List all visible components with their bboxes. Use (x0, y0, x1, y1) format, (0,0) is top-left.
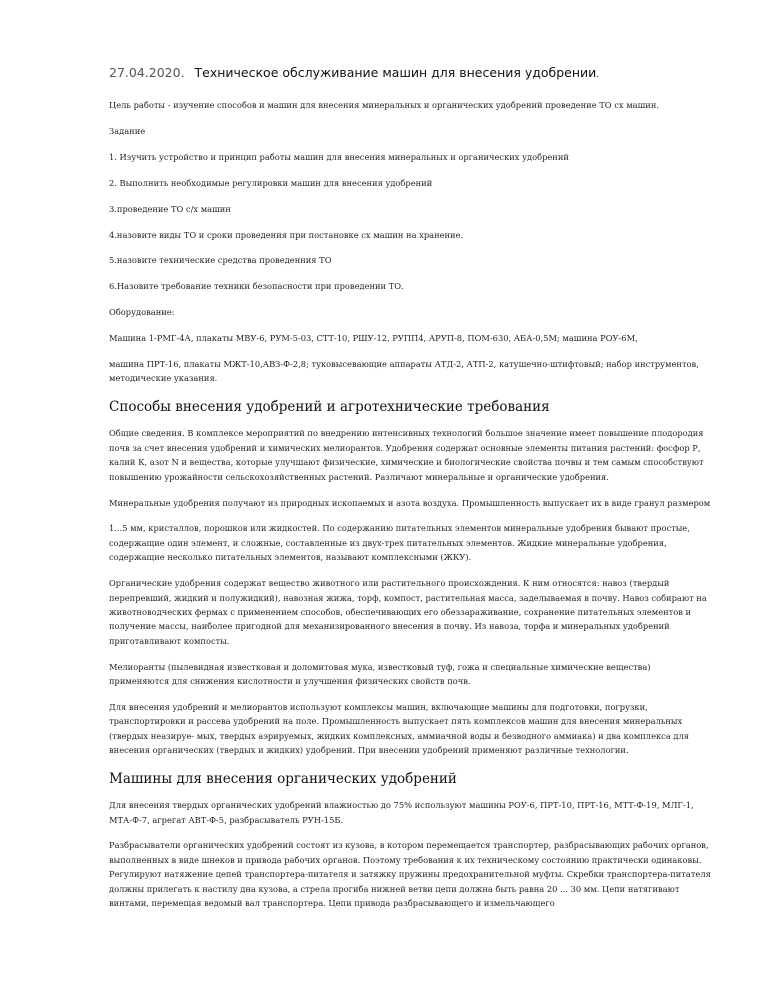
document-title (109, 64, 713, 84)
task-item: 1. Изучить устройство и принцип работы машин для внесения минеральных и органических удобрений (109, 151, 569, 162)
title-period: . (596, 70, 600, 80)
body-paragraph: Общие сведения. В комплексе мероприятий по внедрению интенсивных технологий большое значение имеет повышение плодородия почв за счет внесения удобрений и химических мелиорантов. Удобрения содержат основные элементы питания растений: фосфор Р, калий К, азот N и вещества, которые улучшают физические, химические и биологические свойства почвы и тем самым способствуют повышению урожайности сельскохозяйственных растений. Различают минеральные и органические удобрения. (109, 428, 704, 482)
task-item: 4.назовите виды ТО и сроки проведения при постановке сх машин на хранение. (109, 229, 464, 240)
task-item: 2. Выполнить необходимые регулировки машин для внесения удобрений (109, 177, 433, 188)
title-text: Техническое обслуживание машин для внесения удобрении (194, 65, 597, 80)
equipment-paragraph: машина ПРТ-16, плакаты МЖТ-10,АВЗ-Ф-2,8; туковысевающие аппараты АТД-2, АТП-2, катушечно-штифтовый; набор инструментов, методические указания. (109, 359, 699, 384)
body-paragraph: Разбрасыватели органических удобрений состоят из кузова, в котором перемещается транспортер, разбрасывающих рабочих органов, выполненных в виде шнеков и привода рабочих органов. Поэтому требования к их техническому состоянию практически одинаковы. Регулируют натяжение цепей транспортера-питателя и затяжку пружины предохранительной муфты. Скребки транспортера-питателя должны прилегать к настилу дна кузова, а стрела прогиба нижней ветви цепи должна быть равна 20 ... 30 мм. Цепи натягивают винтами, перемещая ведомый вал транспортера. Цепи привода разбрасывающего и измельчающего (109, 840, 711, 909)
task-label: Задание (109, 125, 146, 136)
body-paragraph: Для внесения удобрений и мелиорантов используют комплексы машин, включающие машины для подготовки, погрузки, транспортировки и рассева удобрений на поле. Промышленность выпускает пять комплексов машин для внесения минеральных (твердых неазируе- мых, твердых аэрируемых, жидких комплексных, аммиачной воды и безводного аммиака) и два комплекса для внесения органических (твердых и жидких) удобрений. При внесении удобрений применяют различные технологии. (109, 701, 690, 756)
equipment-label: Оборудование: (109, 307, 175, 318)
task-item: 5.назовите технические средства проведенния ТО (109, 255, 332, 266)
body-paragraph: Органические удобрения содержат вещество животного или растительного происхождения. К ним относятся: навоз (твердый перепревший, жидкий и полужидкий), навозная жижа, торф, компост, растительная масса, заделываемая в почву. Навоз собирают на животноводческих фермах с применением способов, обеспечивающих его обеззараживание, сохранение питательных элементов и получение массы, наиболее пригодной для механизированного внесения в почву. Из навоза, торфа и минеральных удобрений приготавливают компосты. (109, 578, 707, 646)
equipment-paragraph: Машина 1-РМГ-4А, плакаты МВУ-6, РУМ-5-03, СТТ-10, РШУ-12, РУПП4, АРУП-8, ПОМ-630, АБА-0,5М; машина РОУ-6М, (109, 333, 638, 344)
task-item: 6.Назовите требование техники безопасности при проведении ТО. (109, 281, 404, 292)
body-paragraph: Мелиоранты (пылевидная известковая и доломитовая мука, известковый туф, гожа и специальные химические вещества) применяются для снижения кислотности и улучшения физических свойств почв. (109, 661, 651, 687)
section-heading: Способы внесения удобрений и агротехнические требования (109, 399, 550, 416)
document-content (109, 64, 713, 922)
body-paragraph: 1...5 мм, кристаллов, порошков или жидкостей. По содержанию питательных элементов минеральные удобрения бывают простые, содержащие один элемент, и сложные, составленные из двух-трех питательных элементов. Жидкие минеральные удобрения, содержащие несколько питательных элементов, называют комплексными (ЖКУ). (109, 523, 690, 563)
date-label: 27.04.2020. (109, 65, 185, 80)
goal-paragraph: Цель работы - изучение способов и машин для внесения минеральных и органических удобрений проведение ТО сх машин. (109, 100, 660, 110)
task-item: 3.проведение ТО с/х машин (109, 203, 231, 214)
section-heading: Машины для внесения органических удобрений (109, 771, 457, 788)
body-paragraph: Для внесения твердых органических удобрений влажностью до 75% используют машины РОУ-6, ПРТ-10, ПРТ-16, МТТ-Ф-19, МЛГ-1, МТА-Ф-7, агрегат АВТ-Ф-5, разбрасыватель РУН-15Б. (109, 800, 694, 825)
body-paragraph: Минеральные удобрения получают из природных ископаемых и азота воздуха. Промышленность выпускает их в виде гранул размером (109, 497, 711, 508)
